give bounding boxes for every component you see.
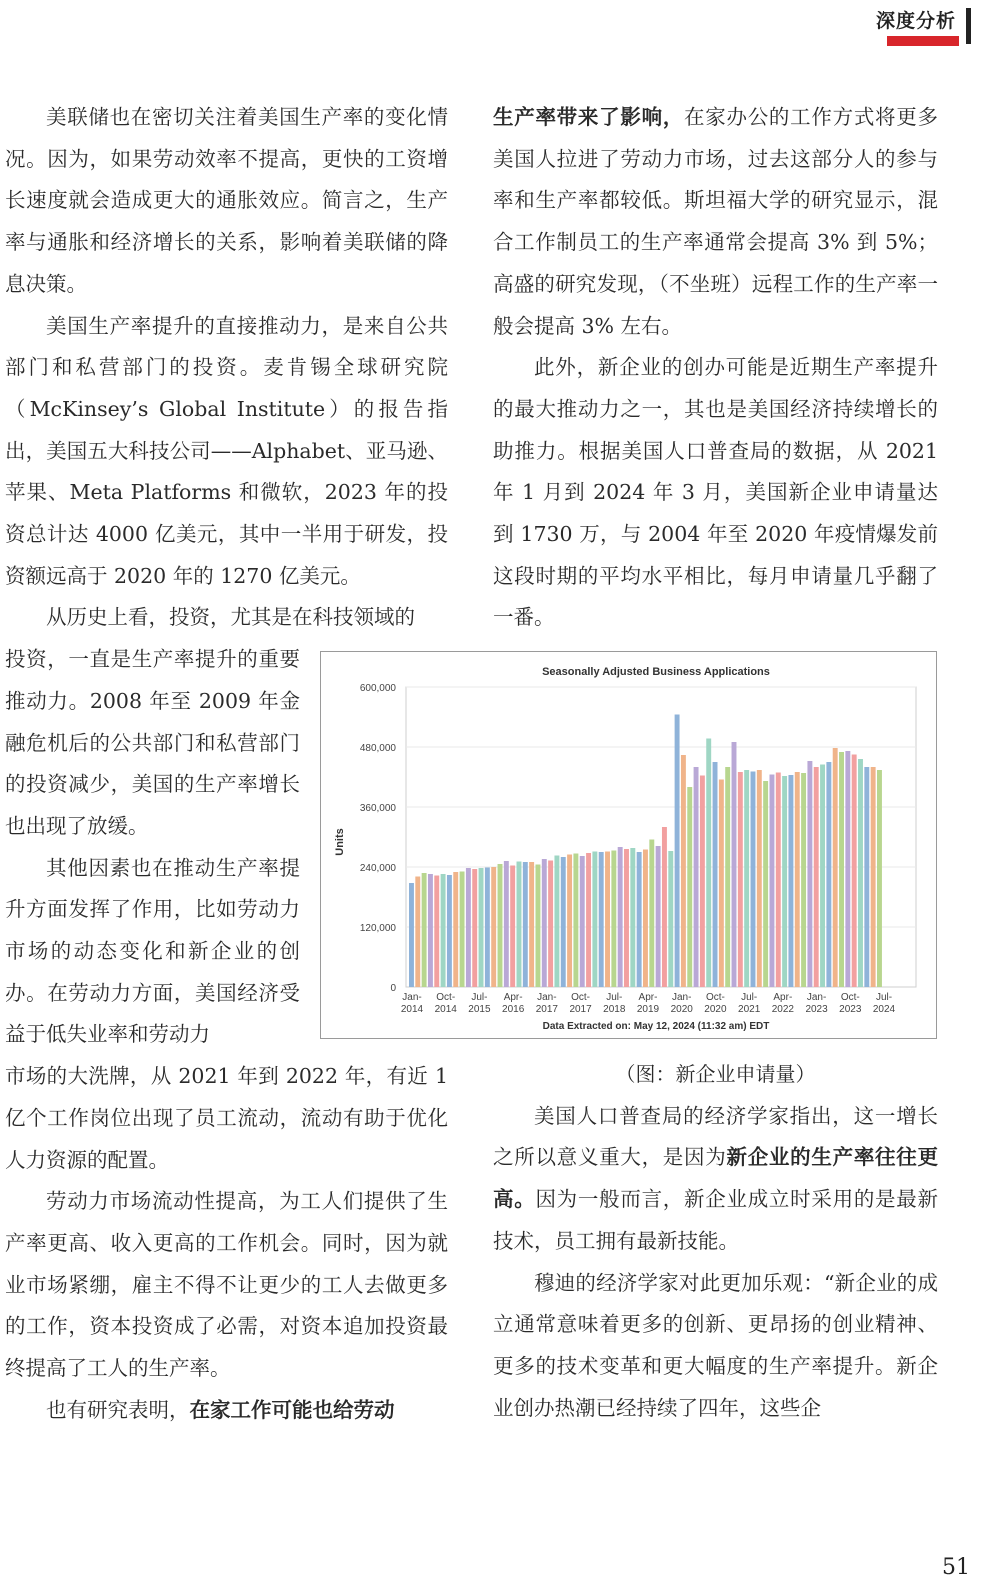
chart-bar xyxy=(517,862,522,988)
chart-bar xyxy=(675,715,680,988)
chart-bar xyxy=(744,770,749,987)
chart-bar xyxy=(472,869,477,987)
section-label: 深度分析 xyxy=(875,10,956,32)
chart-bar xyxy=(719,780,724,988)
chart-bar xyxy=(561,857,566,987)
x-tick-label: 2019 xyxy=(636,1004,660,1015)
chart-bar xyxy=(498,864,503,987)
chart-bar xyxy=(605,852,610,988)
header-red-bar xyxy=(887,36,959,46)
chart-bar xyxy=(637,852,642,987)
chart-bar xyxy=(428,874,433,987)
right-column-top xyxy=(493,97,938,639)
x-tick-label: 2020 xyxy=(704,1004,727,1015)
chart-title: Seasonally Adjusted Business Applications xyxy=(542,666,770,678)
chart-bar xyxy=(409,883,414,987)
x-tick-label: 2015 xyxy=(468,1004,491,1015)
chart-bar xyxy=(713,762,718,987)
paragraph: 此外，新企业的创办可能是近期生产率提升的最大推动力之一，其也是美国经济持续增长的助推力。根据美国人口普查局的数据，从 2021 年 1 月到 2024 年 3 月，美国新企业申请量达到 1730 万，与 2004 年至 2020 年疫情爆发前这段时期的平均水平相比，每月申请量几乎翻了一番。 xyxy=(493,355,938,630)
y-tick-label: 120,000 xyxy=(359,923,396,934)
chart-bar xyxy=(624,849,629,987)
chart-bar xyxy=(871,767,876,987)
chart-bar xyxy=(814,767,819,987)
y-tick-label: 0 xyxy=(390,983,396,994)
chart-bar xyxy=(434,876,439,988)
chart-bar xyxy=(491,867,496,987)
chart-bar xyxy=(706,739,711,988)
chart-bar xyxy=(694,767,699,987)
chart-bar xyxy=(826,762,831,987)
x-tick-label: Apr- xyxy=(773,992,793,1003)
chart-bar xyxy=(460,872,465,988)
chart-bar xyxy=(668,851,673,987)
bold-text: 新企业的生产率往往更高。 xyxy=(493,1145,939,1212)
paragraph: 美联储也在密切关注着美国生产率的变化情况。因为，如果劳动效率不提高，更快的工资增长速度就会造成更大的通胀效应。简言之，生产率与通胀和经济增长的关系，影响着美联储的降息决策。 xyxy=(5,105,448,296)
paragraph-text: 美国人口普查局的经济学家指出，这一增长之所以意义重大，是因为 xyxy=(493,1103,938,1170)
chart-bar xyxy=(567,855,572,988)
chart-bar xyxy=(586,853,591,987)
x-tick-label: Jan- xyxy=(806,992,827,1003)
chart-bar xyxy=(485,868,490,988)
x-tick-label: Jan- xyxy=(671,992,692,1003)
x-tick-label: Oct- xyxy=(571,992,591,1003)
chart-svg xyxy=(321,652,936,1038)
paragraph: 劳动力市场流动性提高，为工人们提供了生产率更高、收入更高的工作机会。同时，因为就业市场紧绷，雇主不得不让更少的工人去做更多的工作，资本投资成了必需，对资本追加投资最终提高了工人的生产率。 xyxy=(5,1189,448,1381)
chart-bar xyxy=(618,847,623,987)
paragraph xyxy=(493,97,938,347)
chart-bar xyxy=(725,767,730,987)
x-tick-label: Oct- xyxy=(705,992,725,1003)
chart-bar xyxy=(415,877,420,988)
chart-bar xyxy=(599,852,604,987)
chart-bar xyxy=(801,773,806,987)
paragraph: 从历史上看，投资，尤其是在科技领域的 xyxy=(46,605,415,630)
chart-bar xyxy=(422,873,427,987)
paragraph: 美国生产率提升的直接推动力，是来自公共部门和私营部门的投资。麦肯锡全球研究院（McKinsey’s Global Institute）的报告指出，美国五大科技公司——Alphabet、亚马逊、苹果、Meta Platforms 和微软，2023 年的投资总计达 4000 亿美元，其中一半用于研发，投资额远高于 2020 年的 1270 亿美元。 xyxy=(5,313,448,588)
x-tick-label: 2016 xyxy=(502,1004,525,1015)
x-tick-label: 2023 xyxy=(839,1004,862,1015)
chart-bar xyxy=(807,761,812,987)
page-number: 51 xyxy=(942,1555,970,1580)
chart-bar xyxy=(466,868,471,987)
chart-bar xyxy=(554,856,559,988)
chart-bar xyxy=(864,767,869,987)
business-applications-chart xyxy=(320,651,937,1039)
paragraph xyxy=(5,1390,448,1432)
chart-bar xyxy=(681,755,686,987)
x-tick-label: 2017 xyxy=(569,1004,592,1015)
x-tick-label: 2024 xyxy=(872,1004,896,1015)
x-tick-label: 2021 xyxy=(738,1004,761,1015)
x-tick-label: Jan- xyxy=(537,992,557,1003)
chart-bar xyxy=(788,775,793,987)
chart-bar xyxy=(662,827,667,987)
chart-bar xyxy=(649,840,654,988)
chart-bar xyxy=(529,862,534,987)
paragraph: 投资，一直是生产率提升的重要推动力。2008 年至 2009 年金融危机后的公共部门和私营部门的投资减少，美国的生产率增长也出现了放缓。 xyxy=(5,647,300,838)
chart-bar xyxy=(510,866,515,988)
chart-bar xyxy=(700,776,705,988)
header-vertical-bar xyxy=(966,8,971,44)
chart-bar xyxy=(504,861,509,987)
chart-bar xyxy=(453,872,458,987)
chart-bar xyxy=(687,787,692,987)
chart-bar xyxy=(763,781,768,987)
chart-bar xyxy=(611,851,616,988)
x-tick-label: Apr- xyxy=(503,992,523,1003)
paragraph xyxy=(493,1096,938,1263)
chart-bar xyxy=(751,772,756,988)
y-axis-label: Units xyxy=(334,828,346,856)
x-tick-label: 2018 xyxy=(603,1004,626,1015)
chart-footer: Data Extracted on: May 12, 2024 (11:32 am) EDT xyxy=(542,1021,770,1032)
x-tick-label: Jul- xyxy=(741,992,758,1003)
chart-bar xyxy=(757,770,762,987)
bold-text: 在家工作可能也给劳动 xyxy=(189,1397,395,1422)
right-column-bottom xyxy=(493,1054,938,1429)
paragraph: 市场的大洗牌，从 2021 年到 2022 年，有近 1 亿个工作岗位出现了员工流动，流动有助于优化人力资源的配置。 xyxy=(5,1064,448,1172)
chart-bar xyxy=(738,772,743,987)
chart-bar xyxy=(839,752,844,987)
x-tick-label: Oct- xyxy=(840,992,860,1003)
chart-bar xyxy=(656,846,661,987)
chart-bar xyxy=(630,848,635,987)
chart-bar xyxy=(479,868,484,987)
chart-bar xyxy=(795,772,800,987)
x-tick-label: Jul- xyxy=(471,992,488,1003)
y-tick-label: 360,000 xyxy=(359,803,396,814)
chart-bar xyxy=(523,862,528,987)
chart-bar xyxy=(776,773,781,988)
chart-bar xyxy=(858,759,863,987)
x-tick-label: 2022 xyxy=(771,1004,794,1015)
chart-bar xyxy=(643,850,648,988)
figure-caption: （图：新企业申请量） xyxy=(615,1062,816,1086)
x-tick-label: Oct- xyxy=(436,992,456,1003)
paragraph-text: 也有研究表明， xyxy=(46,1397,190,1422)
chart-bar xyxy=(535,865,540,988)
chart-bar xyxy=(769,775,774,988)
chart-bar xyxy=(441,874,446,987)
chart-bar xyxy=(852,755,857,988)
paragraph: 其他因素也在推动生产率提升方面发挥了作用，比如劳动力市场的动态变化和新企业的创办。在劳动力方面，美国经济受益于低失业率和劳动力 xyxy=(5,855,300,1047)
bold-text: 生产率带来了影响， xyxy=(493,105,685,129)
chart-bar xyxy=(820,765,825,988)
y-tick-label: 600,000 xyxy=(359,683,396,694)
paragraph-text: 在家办公的工作方式将更多美国人拉进了劳动力市场，过去这部分人的参与率和生产率都较低。斯坦福大学的研究显示，混合工作制员工的生产率通常会提高 3% 到 5%；高盛的研究发现，（不坐班）远程工作的生产率一般会提高 3% 左右。 xyxy=(493,105,939,338)
paragraph-text: 因为一般而言，新企业成立时采用的是最新技术，员工拥有最新技能。 xyxy=(493,1187,939,1253)
x-tick-label: 2014 xyxy=(434,1004,457,1015)
x-tick-label: Jul- xyxy=(606,992,623,1003)
chart-bar xyxy=(833,748,838,987)
y-tick-label: 240,000 xyxy=(359,863,396,874)
paragraph: 穆迪的经济学家对此更加乐观：“新企业的成立通常意味着更多的创新、更昂扬的创业精神、更多的技术变革和更大幅度的生产率提升。新企业创办热潮已经持续了四年，这些企 xyxy=(493,1270,938,1420)
x-tick-label: Jul- xyxy=(875,992,893,1003)
y-tick-label: 480,000 xyxy=(359,743,396,754)
x-tick-label: 2020 xyxy=(670,1004,693,1015)
x-tick-label: 2014 xyxy=(400,1004,424,1015)
chart-bar xyxy=(845,751,850,987)
chart-bar xyxy=(573,854,578,988)
x-tick-label: Apr- xyxy=(638,992,658,1003)
chart-bar xyxy=(447,875,452,987)
chart-bar xyxy=(542,859,547,987)
chart-bar xyxy=(877,770,882,987)
x-tick-label: 2023 xyxy=(805,1004,828,1015)
chart-bar xyxy=(592,852,597,988)
x-tick-label: Jan- xyxy=(402,992,422,1003)
x-tick-label: 2017 xyxy=(535,1004,558,1015)
chart-bar xyxy=(548,861,553,988)
chart-bar xyxy=(580,856,585,987)
chart-bar xyxy=(782,776,787,987)
chart-bar xyxy=(732,742,737,987)
